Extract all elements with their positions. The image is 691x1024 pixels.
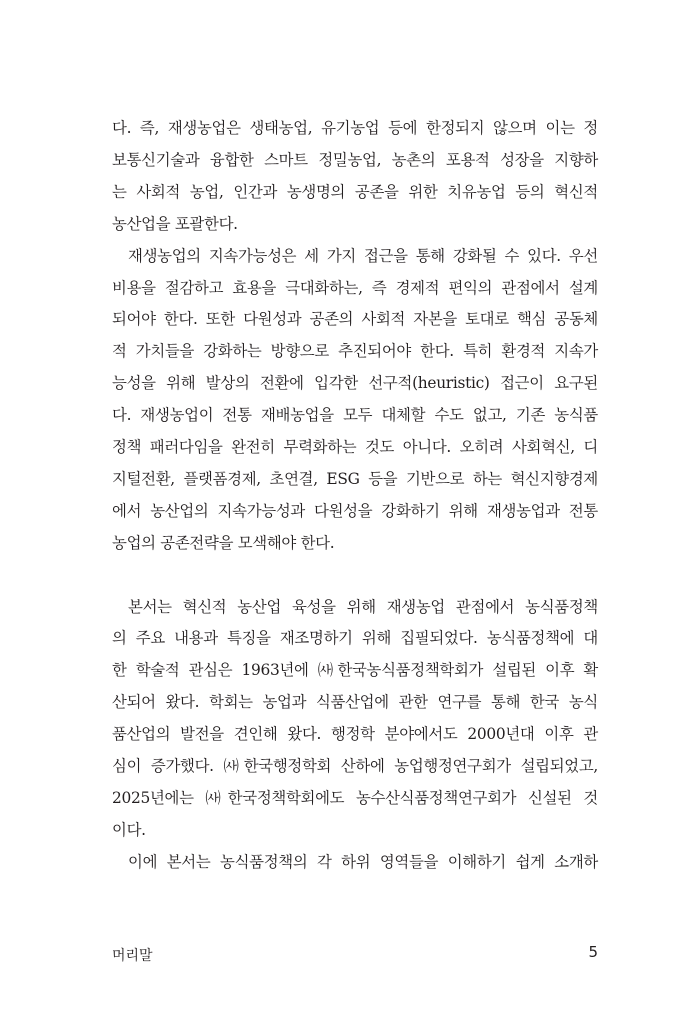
text-line: 산되어 왔다. 학회는 농업과 식품산업에 관한 연구를 통해 한국 농식 [112,693,598,712]
text-line: 정책 패러다임을 완전히 무력화하는 것도 아니다. 오히려 사회혁신, 디 [112,438,598,457]
paragraph [112,241,598,560]
page-number: 5 [588,943,598,961]
body-text [112,113,598,879]
text-line: 적 가치들을 강화하는 방향으로 추진되어야 한다. 특히 환경적 지속가 [112,342,598,361]
text-line: 다. 즉, 재생농업은 생태농업, 유기농업 등에 한정되지 않으며 이는 정 [112,119,598,137]
text-line: 이에 본서는 농식품정책의 각 하위 영역들을 이해하기 쉽게 소개하 [128,852,598,871]
text-line: 다. 재생농업이 전통 재배농업을 모두 대체할 수도 없고, 기존 농식품 [112,406,598,425]
paragraph [112,592,598,847]
text-line: 능성을 위해 발상의 전환에 입각한 선구적(heuristic) 접근이 요구된 [112,374,598,393]
paragraph-gap [112,560,598,592]
text-line: 한 학술적 관심은 1963년에 ㈔한국농식품정책학회가 설립된 이후 확 [112,661,598,680]
text-line: 비용을 절감하고 효용을 극대화하는, 즉 경제적 편익의 관점에서 설계 [112,278,598,297]
text-line: 재생농업의 지속가능성은 세 가지 접근을 통해 강화될 수 있다. 우선 [128,246,598,265]
text-line: 농산업을 포괄한다. [112,214,238,233]
text-line: 지털전환, 플랫폼경제, 초연결, ESG 등을 기반으로 하는 혁신지향경제 [112,469,598,488]
text-line: 에서 농산업의 지속가능성과 다원성을 강화하기 위해 재생농업과 전통 [112,501,598,520]
text-line: 의 주요 내용과 특징을 재조명하기 위해 집필되었다. 농식품정책에 대 [112,629,598,648]
text-line: 되어야 한다. 또한 다원성과 공존의 사회적 자본을 토대로 핵심 공동체 [112,310,598,329]
text-line: 심이 증가했다. ㈔한국행정학회 산하에 농업행정연구회가 설립되었고, [112,757,598,776]
text-line: 보통신기술과 융합한 스마트 정밀농업, 농촌의 포용적 성장을 지향하 [112,150,598,169]
text-line: 2025년에는 ㈔한국정책학회에도 농수산식품정책연구회가 신설된 것 [112,789,598,808]
footer-section-title: 머리말 [112,948,153,964]
paragraph [112,113,598,241]
text-line: 이다. [112,820,146,839]
text-line: 농업의 공존전략을 모색해야 한다. [112,533,335,552]
text-line: 는 사회적 농업, 인간과 농생명의 공존을 위한 치유농업 등의 혁신적 [112,182,598,201]
text-line: 본서는 혁신적 농산업 육성을 위해 재생농업 관점에서 농식품정책 [128,597,598,616]
paragraph [112,847,598,879]
text-line: 품산업의 발전을 견인해 왔다. 행정학 분야에서도 2000년대 이후 관 [112,725,598,744]
